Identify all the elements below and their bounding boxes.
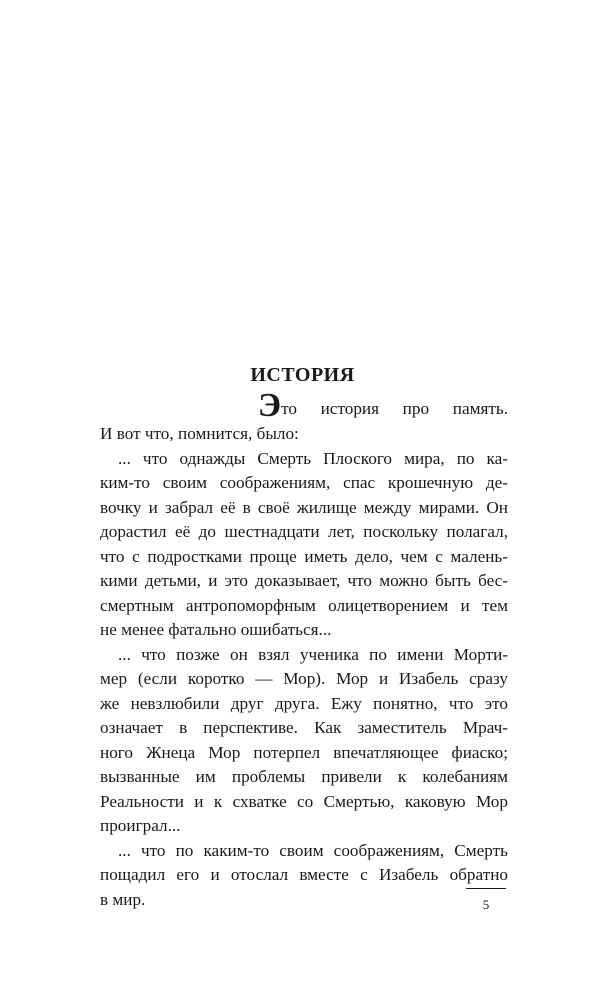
text-line: И вот что, помнится, было: (100, 424, 299, 443)
text-line: не менее фатально ошибаться... (100, 620, 332, 639)
footer-divider (466, 888, 506, 889)
text-line: что с подростками проще иметь дело, чем с малень- (100, 546, 508, 566)
text-line: пощадил его и отослал вместе с Изабель обратно (100, 865, 508, 884)
page-number: 5 (482, 897, 490, 912)
text-line: Реальности и к схватке со Смертью, каковую Мор (100, 791, 508, 811)
drop-cap: Э (258, 387, 282, 424)
text-line: ким-то своим соображениям, спас крошечную де- (100, 473, 508, 492)
text-line: вызванные им проблемы привели к колебаниям (100, 767, 508, 786)
text-line: ... что однажды Смерть Плоского мира, по ка- (118, 448, 508, 468)
text-line (100, 387, 508, 424)
text-line: кими детьми, и это доказывает, что можно быть бес- (100, 571, 508, 590)
text-line: мер (если коротко — Мор). Мор и Изабель сразу (100, 669, 508, 688)
body-text (100, 387, 508, 912)
text-line: смертным антропоморфным олицетворением и тем (100, 595, 508, 615)
text-line: в мир. (100, 889, 146, 909)
chapter-title: ИСТОРИЯ (250, 364, 355, 386)
text-line: вочку и забрал её в своё жилище между мирами. Он (100, 497, 508, 517)
text-line-content: то история про память. (281, 399, 508, 418)
text-line: ... что по каким-то своим соображениям, Смерть (118, 840, 508, 860)
text-line: дорастил её до шестнадцати лет, поскольку полагал, (100, 522, 508, 541)
text-line: ... что позже он взял ученика по имени Морти- (118, 644, 508, 664)
text-line: проиграл... (100, 816, 181, 835)
text-line: же невзлюбили друг друга. Ежу понятно, что это (100, 693, 508, 713)
text-line: означает в перспективе. Как заместитель Мрач- (100, 718, 508, 737)
text-line: ного Жнеца Мор потерпел впечатляющее фиаско; (100, 742, 508, 762)
